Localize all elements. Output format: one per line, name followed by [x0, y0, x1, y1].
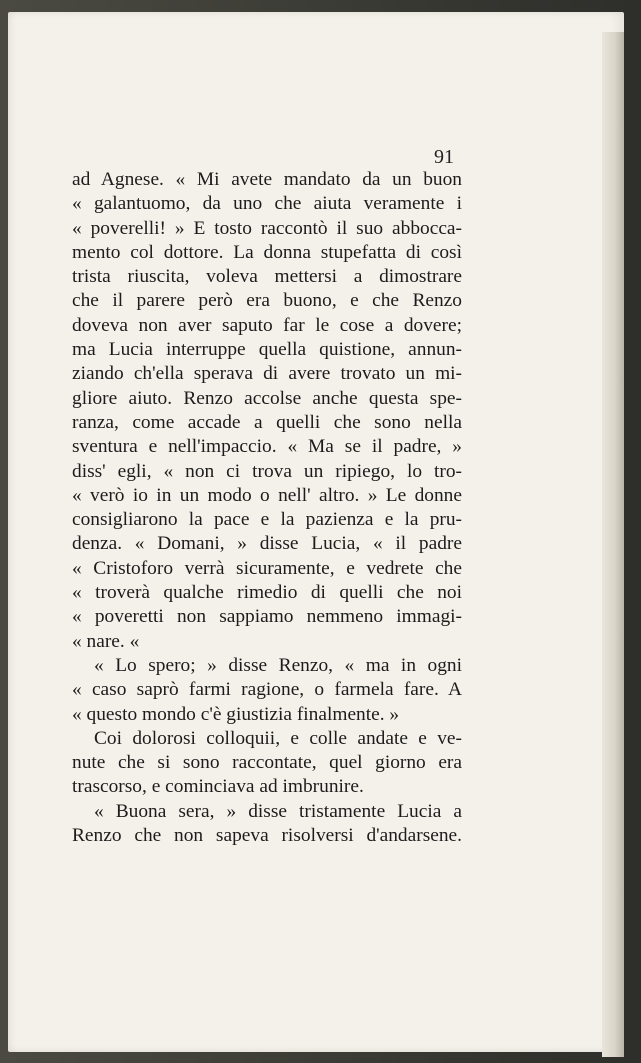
text-line: diss' egli, « non ci trova un ripiego, lo tro- [72, 460, 462, 482]
text-line: ziando ch'ella sperava di avere trovato un mi- [72, 363, 462, 385]
text-line: consigliarono la pace e la pazienza e la pru- [72, 509, 462, 531]
text-line: che il parere però era buono, e che Renzo [72, 290, 462, 312]
text-line: « Cristoforo verrà sicuramente, e vedrete che [72, 557, 462, 579]
text-line: « nare. « [72, 630, 140, 652]
text-line: gliore aiuto. Renzo accolse anche questa spe- [72, 387, 462, 409]
text-line: nute che si sono raccontate, quel giorno era [72, 752, 462, 774]
text-line: mento col dottore. La donna stupefatta di così [72, 241, 462, 263]
body-text [72, 168, 462, 848]
text-line: « verò io in un modo o nell' altro. » Le donne [72, 484, 462, 506]
text-line: trista riuscita, voleva mettersi a dimostrare [72, 266, 462, 288]
text-line: « Lo spero; » disse Renzo, « ma in ogni [94, 654, 462, 676]
text-line: « poverelli! » E tosto raccontò il suo abbocca- [72, 217, 462, 239]
text-line: « Buona sera, » disse tristamente Lucia a [94, 800, 462, 822]
text-line: denza. « Domani, » disse Lucia, « il padre [72, 533, 462, 555]
text-line: doveva non aver saputo far le cose a dovere; [72, 314, 462, 336]
text-line: Renzo che non sapeva risolversi d'andarsene. [72, 825, 462, 847]
text-line: « caso saprò farmi ragione, o farmela fare. A [72, 679, 462, 701]
text-line: « poveretti non sappiamo nemmeno immagi- [72, 606, 462, 628]
page-number: 91 [434, 146, 454, 168]
text-line: ad Agnese. « Mi avete mandato da un buon [72, 169, 462, 190]
text-line: Coi dolorosi colloquii, e colle andate e ve- [94, 727, 462, 749]
text-line: ranza, come accade a quelli che sono nella [72, 411, 462, 433]
text-line: sventura e nell'impaccio. « Ma se il padre, » [72, 436, 462, 458]
text-line: ma Lucia interruppe quella quistione, annun- [72, 339, 462, 361]
text-line: « questo mondo c'è giustizia finalmente. » [72, 703, 400, 725]
text-line: trascorso, e cominciava ad imbrunire. [72, 776, 364, 798]
text-line: « galantuomo, da uno che aiuta veramente i [72, 193, 462, 215]
text-line: « troverà qualche rimedio di quelli che noi [72, 582, 462, 604]
page-edge [602, 32, 624, 1057]
